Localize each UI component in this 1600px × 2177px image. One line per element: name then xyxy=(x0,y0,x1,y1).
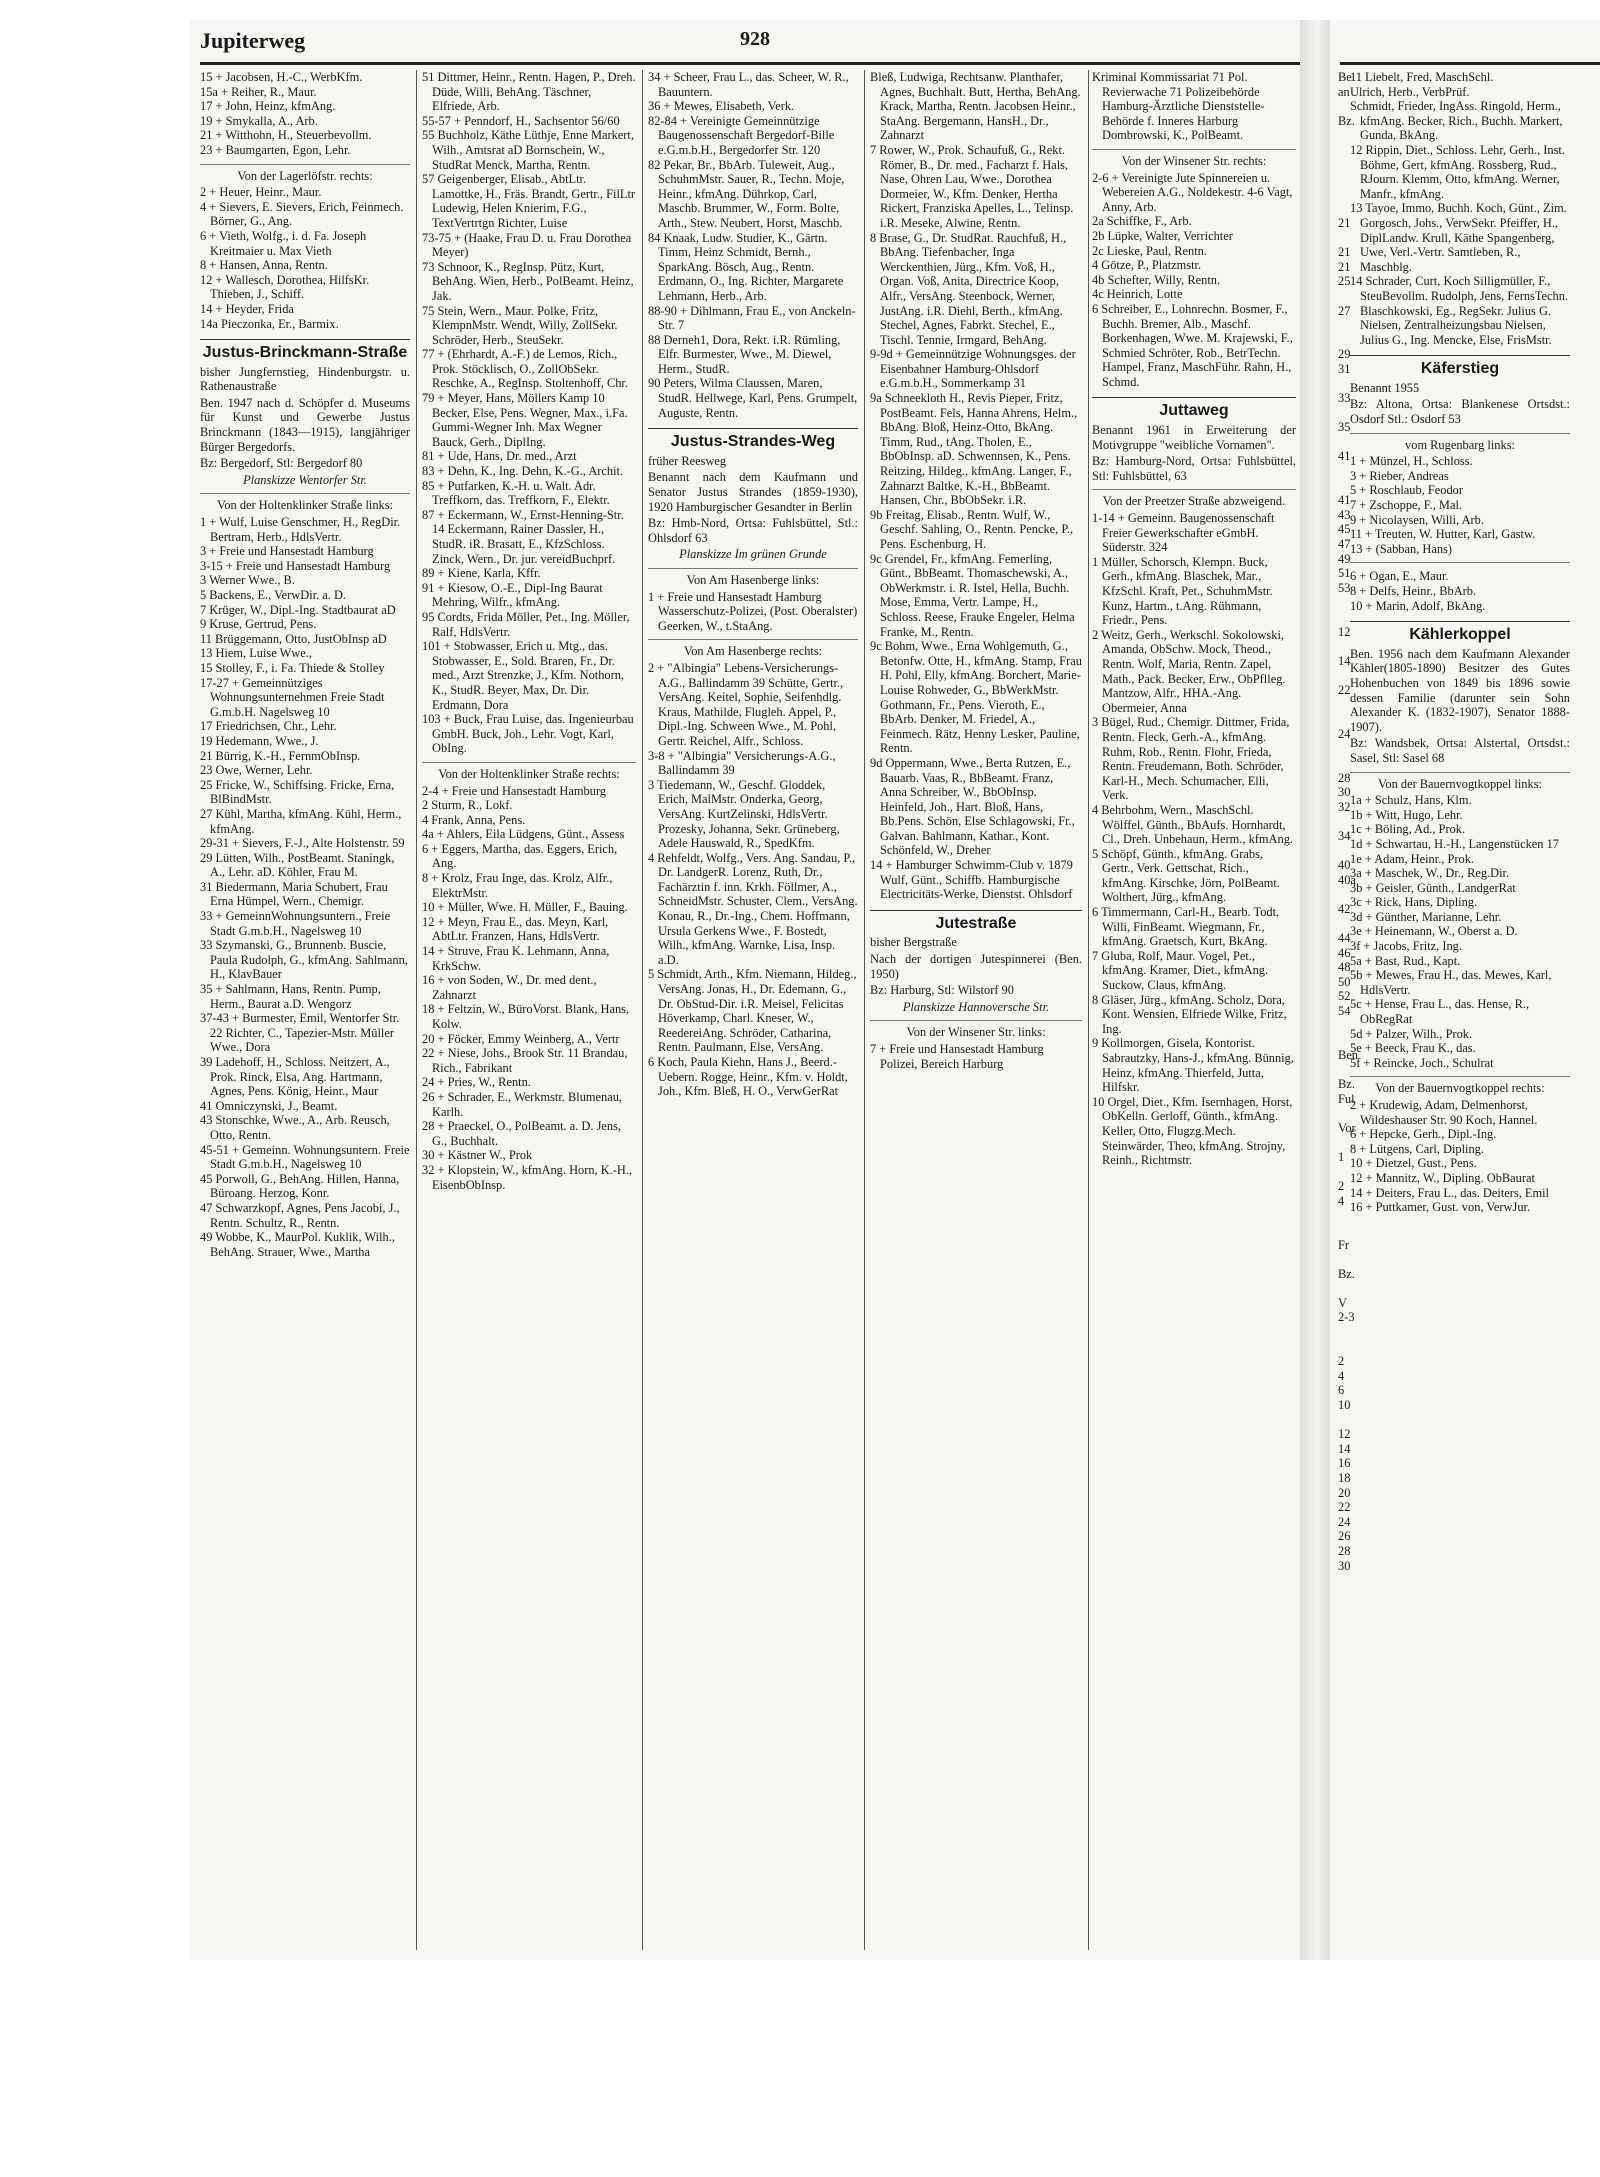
street-heading: Käferstieg xyxy=(1350,355,1570,377)
directory-entry: 7 Krüger, W., Dipl.-Ing. Stadtbaurat aD xyxy=(200,602,396,617)
street-description: Ben. 1956 nach dem Kaufmann Alexander Kähler(1805-1890) Besitzer des Gutes Hohenbuchen von 1849 bis 1896 sowie dessen Familie (darunter sein Sohn Alexander K. (1832-1907), Senator 1888-1907). xyxy=(1350,646,1570,734)
directory-entry: 5 Backens, E., VerwDir. a. D. xyxy=(200,588,347,602)
directory-entry: 5b + Mewes, Frau H., das. Mewes, Karl, HdlsVertr. xyxy=(1350,968,1552,997)
left-margin xyxy=(0,0,190,1960)
facing-edge-line: 21 xyxy=(1338,245,1351,260)
street-heading: Jutestraße xyxy=(870,910,1082,932)
directory-column-2 xyxy=(422,70,636,1950)
directory-entry: 89 + Kiene, Karla, Kffr. xyxy=(422,566,541,581)
directory-entry: 29-31 + Sievers, F.-J., Alte Holstenstr. 59 xyxy=(200,836,405,851)
directory-entry: Kriminal Kommissariat 71 Pol. Revierwache 71 Polizeibehörde Hamburg-Ärztliche Dienststelle-Behörde f. Inneres Harburg Dombrowski, K., PolBeamt. xyxy=(1092,70,1265,143)
directory-entry: 2b Lüpke, Walter, Verrichter xyxy=(1092,228,1233,243)
directory-entry: 7 + Freie und Hansestadt Hamburg Polizei, Bereich Harburg xyxy=(870,1042,1044,1071)
directory-entry: 7 Gluba, Rolf, Maur. Vogel, Pet., kfmAng. Kramer, Diet., kfmAng. Suckow, Claus, kfmAng. xyxy=(1092,948,1269,993)
directory-entry: 14 + Heyder, Frida xyxy=(200,301,294,316)
directory-entry: 33 Szymanski, G., Brunnenb. Buscie, Paula Rudolph, G., kfmAng. Sahlmann, H., KlavBauer xyxy=(200,938,408,982)
directory-entry: 25 Fricke, W., Schiffsing. Fricke, Erna, BlBindMstr. xyxy=(200,777,395,807)
directory-entry: 20 + Föcker, Emmy Weinberg, A., Vertr xyxy=(422,1031,620,1046)
directory-column-6 xyxy=(1350,70,1570,1950)
facing-edge-line: 21 xyxy=(1338,215,1351,230)
facing-edge-line: 45 xyxy=(1338,522,1351,537)
directory-entry: 6 + Eggers, Martha, das. Eggers, Erich, Ang. xyxy=(422,841,618,871)
directory-entry: 10 + Dietzel, Gust., Pens. xyxy=(1350,1156,1477,1171)
directory-entry: 77 + (Ehrhardt, A.-F.) de Lemos, Rich., Prok. Stöcklisch, O., ZollObSekr. Reschke, A., RegInsp. Stoltenhoff, Chr. xyxy=(422,347,628,391)
facing-edge-line: 12 xyxy=(1338,624,1351,639)
directory-entry: 4a + Ahlers, Eila Lüdgens, Günt., Assess xyxy=(422,827,625,842)
directory-entry: 9a Schneekloth H., Revis Pieper, Fritz, PostBeamt. Fels, Hanna Ahrens, Helm., BbAng. Bloß, Heinz-Otto, BkAng. Timm, Rud., tAng. Tholen, E., BbObInsp. aD. Schwennsen, K., Pens. Reitzing, Hildeg., kfmAng. Langer, F., Zahnarzt Baltke, K.-H., BbBeamt. Hansen, Chr., BbObSekr. i.R. xyxy=(870,391,1078,508)
side-heading: Von der Lagerlöfstr. rechts: xyxy=(200,164,410,184)
facing-edge-line: 1 xyxy=(1338,1149,1345,1164)
directory-entry: 9 Kruse, Gertrud, Pens. xyxy=(200,617,317,632)
facing-edge-line: 30 xyxy=(1338,1558,1351,1573)
directory-entry: 12 + Mannitz, W., Dipling. ObBaurat xyxy=(1350,1170,1535,1185)
directory-entry: 4 Frank, Anna, Pens. xyxy=(422,812,526,827)
directory-entry: 84 Knaak, Ludw. Studier, K., Gärtn. Timm, Heinz Schmidt, Bernh., SparkAng. Bösch, Aug., Rentn. Erdmann, O., Ing. Richter, Margarete Lehmann, Herb., Arb. xyxy=(648,230,844,303)
street-description: Benannt 1961 in Erweiterung der Motivgruppe "weibliche Vornamen". xyxy=(1092,423,1296,452)
directory-entry: 5e + Beeck, Frau K., das. xyxy=(1350,1041,1476,1056)
side-heading: Von der Winsener Str. rechts: xyxy=(1092,149,1296,169)
directory-entry: 33 + GemeinnWohnungsuntern., Freie Stadt G.m.b.H., Nagelsweg 10 xyxy=(200,909,391,938)
directory-column-3 xyxy=(648,70,858,1950)
facing-edge-line: 40a xyxy=(1338,872,1356,887)
side-heading xyxy=(1350,562,1570,567)
directory-entry: 45-51 + Gemeinn. Wohnungsuntern. Freie Stadt G.m.b.H., Nagelsweg 10 xyxy=(200,1142,410,1172)
directory-entry: 88-90 + Dihlmann, Frau E., von Anckeln-Str. 7 xyxy=(648,303,856,333)
directory-entry: 8 + Krolz, Frau Inge, das. Krolz, Alfr., ElektrMstr. xyxy=(422,871,613,900)
directory-entry: 2-4 + Freie und Hansestadt Hamburg xyxy=(422,783,606,798)
facing-edge-line: Bz. xyxy=(1338,1076,1355,1091)
column-divider xyxy=(864,70,865,1950)
directory-entry: 10 + Marin, Adolf, BkAng. xyxy=(1350,598,1486,613)
directory-entry: 4 + Sievers, E. Sievers, Erich, Feinmech. Börner, G., Ang. xyxy=(200,199,404,229)
column-divider xyxy=(1088,70,1089,1950)
directory-entry: 2 Weitz, Gerh., Werkschl. Sokolowski, Amanda, ObSchw. Mock, Theod., Rentn. Wolf, Maria, Rentn. Zapel, Math., Pack. Becker, Erw., ObPflleg. Mantzow, Alfr., HHA.-Ang. Obermeier, Anna xyxy=(1092,627,1286,715)
street-heading: Juttaweg xyxy=(1092,397,1296,419)
directory-entry: 12 Rippin, Diet., Schloss. Lehr, Gerh., Inst. Böhme, Gert, kfmAng. Rossberg, Rud., RJourn. Klemm, Otto, kfmAng. Werner, Manfr., kfmAng. xyxy=(1350,142,1565,201)
facing-edge-line: 14 xyxy=(1338,1441,1351,1456)
directory-entry: 23 + Baumgarten, Egon, Lehr. xyxy=(200,142,351,157)
directory-entry: 19 + Smykalla, A., Arb. xyxy=(200,113,318,128)
directory-entry: 11 Liebelt, Fred, MaschSchl. xyxy=(1350,70,1494,84)
directory-entry: 14 + Deiters, Frau L., das. Deiters, Emil xyxy=(1350,1185,1550,1200)
directory-entry: 3-15 + Freie und Hansestadt Hamburg xyxy=(200,558,391,573)
directory-entry: 35 + Sahlmann, Hans, Rentn. Pump, Herm., Baurat a.D. Wengorz xyxy=(200,982,381,1011)
directory-entry: 9-9d + Gemeinnützige Wohnungsges. der Eisenbahner Hamburg-Ohlsdorf e.G.m.b.H., Sommerkamp 31 xyxy=(870,347,1076,391)
directory-entry: 24 + Pries, W., Rentn. xyxy=(422,1075,531,1090)
directory-entry: Bleß, Ludwiga, Rechtsanw. Planthafer, Agnes, Buchhalt. Butt, Hertha, BehAng. Krack, Martha, Rentn. Jacobsen Heinr., StaAng. Bergemann, HansH., Dr., Zahnarzt xyxy=(870,70,1081,143)
directory-entry: 21 Bürrig, K.-H., FernmObInsp. xyxy=(200,748,361,763)
directory-entry: 73 Schnoor, K., RegInsp. Pütz, Kurt, BehAng. Wien, Herb., PolBeamt. Heinz, Jak. xyxy=(422,259,634,303)
directory-entry: 32 + Klopstein, W., kfmAng. Horn, K.-H., EisenbObInsp. xyxy=(422,1162,633,1192)
directory-entry: 55 Buchholz, Käthe Lüthje, Enne Markert, Wilh., Amtsrat aD Bornschein, W., StudRat Menck, Martha, Rentn. xyxy=(422,128,634,172)
directory-entry: 43 Stonschke, Wwe., A., Arb. Reusch, Otto, Rentn. xyxy=(200,1113,390,1142)
facing-edge-line: Be xyxy=(1338,70,1352,84)
directory-entry: 13 Hiem, Luise Wwe., xyxy=(200,646,312,661)
side-heading: Von der Bauernvogtkoppel rechts: xyxy=(1350,1076,1570,1096)
directory-entry: 15 Stolley, F., i. Fa. Thiede & Stolley xyxy=(200,660,385,675)
directory-entry: 28 + Praeckel, O., PolBeamt. a. D. Jens, G., Buchhalt. xyxy=(422,1119,622,1148)
directory-entry: 19 Hedemann, Wwe., J. xyxy=(200,733,319,748)
directory-entry: 73-75 + (Haake, Frau D. u. Frau Dorothea Meyer) xyxy=(422,230,632,260)
directory-entry: 34 + Scheer, Frau L., das. Scheer, W. R., Bauuntern. xyxy=(648,70,849,99)
directory-entry: 4 Behrbohm, Wern., MaschSchl. Wölffel, Günth., BbAufs. Hornhardt, Cl., Dreh. Unbehaun, Herm., kfmAng. xyxy=(1092,802,1293,847)
directory-entry: 3d + Günther, Marianne, Lehr. xyxy=(1350,909,1502,924)
facing-edge-line: 28 xyxy=(1338,1543,1351,1558)
directory-entry: 12 + Meyn, Frau E., das. Meyn, Karl, AbtLtr. Franzen, Hans, HdlsVertr. xyxy=(422,914,609,944)
facing-edge-line: 24 xyxy=(1338,1514,1351,1529)
directory-entry: 18 + Feltzin, W., BüroVorst. Blank, Hans, Kolw. xyxy=(422,1002,630,1031)
directory-entry: 21 + Witthohn, H., Steuerbevollm. xyxy=(200,128,372,143)
directory-entry: 31 Biedermann, Maria Schubert, Frau Erna Hümpel, Wern., Chemigr. xyxy=(200,879,388,909)
facing-edge-line: 4 xyxy=(1338,1368,1345,1383)
directory-entry: 5 Schöpf, Günth., kfmAng. Grabs, Gertr., Verk. Gettschat, Rich., kfmAng. Kirschke, Jörn, PolBeamt. Wolthert, Jürg., kfmAng. xyxy=(1092,846,1280,905)
street-description: Bz: Altona, Ortsa: Blankenese Ortsdst.: Osdorf Stl.: Osdorf 53 xyxy=(1350,397,1570,427)
directory-entry: 1e + Adam, Heinr., Prok. xyxy=(1350,851,1474,866)
directory-entry: 3f + Jacobs, Fritz, Ing. xyxy=(1350,939,1462,954)
facing-edge-line: 53 xyxy=(1338,580,1351,595)
directory-entry: 3-8 + "Albingia" Versicherungs-A.G., Ballindamm 39 xyxy=(648,748,836,778)
street-description: Benannt nach dem Kaufmann und Senator Justus Strandes (1859-1930), 1920 Hamburgischer Gesandter in Berlin xyxy=(648,470,858,514)
directory-entry: 22 + Niese, Johs., Brook Str. 11 Brandau, Rich., Fabrikant xyxy=(422,1046,628,1075)
facing-edge-line: 29 xyxy=(1338,347,1351,362)
directory-entry: 75 Stein, Wern., Maur. Polke, Fritz, KlempnMstr. Wendt, Willy, ZollSekr. Schröder, Herb., SteuSekr. xyxy=(422,303,618,347)
street-description: Ben. 1947 nach d. Schöpfer d. Museums für Kunst und Gewerbe Justus Brinckmann (1843—1915), langjähriger Bürger Bergedorfs. xyxy=(200,395,410,454)
side-heading: Von der Preetzer Straße abzweigend. xyxy=(1092,489,1296,509)
street-heading: Justus-Brinckmann-Straße xyxy=(200,339,410,361)
facing-edge-line: 6 xyxy=(1338,1383,1345,1398)
directory-entry: 91 + Kiesow, O.-E., Dipl-Ing Baurat Mehring, Wilfr., kfmAng. xyxy=(422,580,603,610)
directory-entry: 79 + Meyer, Hans, Möllers Kamp 10 Becker, Else, Pens. Wegner, Max., i.Fa. Gummi-Wegner Inh. Max Wegner Bauck, Gerh., DiplIng. xyxy=(422,391,628,449)
directory-column-4 xyxy=(870,70,1082,1950)
facing-edge-line: 42 xyxy=(1338,901,1351,916)
facing-edge-line: 47 xyxy=(1338,537,1351,551)
directory-entry: 13 Tayoe, Immo, Buchh. Koch, Günt., Zim. Gorgosch, Johs., VerwSekr. Pfeiffer, H., DiplLandw. Krull, Käthe Spangenberg, Uwe, Verl.-Vertr. Samtleben, R., Maschblg. xyxy=(1350,201,1567,274)
street-description: Bz: Harburg, Stl: Wilstorf 90 xyxy=(870,983,1014,998)
facing-edge-line: Bz. xyxy=(1338,113,1355,128)
street-description: bisher Bergstraße xyxy=(870,935,957,950)
book-gutter xyxy=(1300,20,1330,1960)
facing-edge-line: 40 xyxy=(1338,858,1351,873)
directory-entry: 4 Rehfeldt, Wolfg., Vers. Ang. Sandau, P., Dr. LandgerR. Lorenz, Ruth, Dr., Fachärztin f. inn. Krkh. Föllmer, A., SchneidMstr. Schuster, Clem., VersAng. Konau, R., Dr.-Ing., Chem. Hoffmann, Ursula Gerkens Wwe., F. Bostedt, Wilh., kfmAng. Warnke, Lisa, Insp. a.D. xyxy=(648,850,858,967)
directory-entry: 2 Sturm, R., Lokf. xyxy=(422,798,513,813)
directory-entry: 14a Pieczonka, Er., Barmix. xyxy=(200,316,339,331)
directory-entry: 2a Schiffke, F., Arb. xyxy=(1092,214,1192,229)
directory-entry: 88 Derneh1, Dora, Rekt. i.R. Rümling, Elfr. Burmester, Wwe., M. Diewel, Herm., StudR. xyxy=(648,332,841,376)
facing-edge-line: 20 xyxy=(1338,1485,1351,1500)
directory-entry: 6 + Vieth, Wolfg., i. d. Fa. Joseph Kreitmaier u. Max Vieth xyxy=(200,228,367,258)
directory-entry: 81 + Ude, Hans, Dr. med., Arzt xyxy=(422,449,577,464)
facing-edge-line: 10 xyxy=(1338,1398,1351,1413)
facing-edge-line: 50 xyxy=(1338,974,1351,989)
street-description: bisher Jungfernstieg, Hindenburgstr. u. Rathenaustraße xyxy=(200,364,410,394)
facing-edge-line: 2 xyxy=(1338,1354,1345,1369)
directory-entry: 8 Brase, G., Dr. StudRat. Rauchfuß, H., BbAng. Tiefenbacher, Inga Werckenthien, Jürg., Kfm. Voß, H., Organ. Voß, Anita, Directrice Koop, Alfr., VersAng. Steenbock, Werner, JustAng. i.R. Diehl, Berth., kfmAng. Stechel, Agnes, Fabrkt. Stechel, E., Tischl. Tennie, Irmgard, BehAng. xyxy=(870,230,1067,347)
facing-edge-line: 52 xyxy=(1338,989,1351,1004)
side-heading: vom Rugenbarg links: xyxy=(1350,433,1570,453)
directory-entry: 8 Gläser, Jürg., kfmAng. Scholz, Dora, Kont. Wensien, Elfriede Wilke, Fritz, Ing. xyxy=(1092,992,1287,1036)
directory-entry: 8 + Delfs, Heinr., BbArb. xyxy=(1350,584,1477,598)
directory-entry: 57 Geigenberger, Elisab., AbtLtr. Lamottke, H., Fräs. Brandt, Gertr., FilLtr Ludewig, Helen Knierim, F.G., TextVertrtgn Richter, Luise xyxy=(422,172,636,230)
directory-entry: 4b Schefter, Willy, Rentn. xyxy=(1092,272,1221,287)
directory-entry: 87 + Eckermann, W., Ernst-Henning-Str. 14 Eckermann, Rainer Dassler, H., StudR. iR. Brasatt, E., KfzSchloss. Zinck, Wern., Dr. jur. vereidBuchprf. xyxy=(422,507,624,566)
facing-edge-line: 43 xyxy=(1338,507,1351,522)
directory-entry: 45 Porwoll, G., BehAng. Hillen, Hanna, Büroang. Herzog, Konr. xyxy=(200,1171,400,1201)
facing-edge-line: 34 xyxy=(1338,828,1351,843)
side-heading: Von der Bauernvogtkoppel links: xyxy=(1350,772,1570,792)
directory-entry: 3b + Geisler, Günth., LandgerRat xyxy=(1350,880,1516,895)
facing-edge-line: V xyxy=(1338,1295,1347,1310)
running-head-street: Jupiterweg xyxy=(200,28,306,53)
directory-entry: 1a + Schulz, Hans, Klm. xyxy=(1350,793,1472,808)
directory-entry: 5 Schmidt, Arth., Kfm. Niemann, Hildeg., VersAng. Jonas, H., Dr. Edemann, G., Dr. ObStud-Dir. i.R. Meisel, Felicitas Höverkamp, Charl. Kneser, W., ReedereiAng. Schröder, Catharina, Rentn. Paulmann, Else, VersAng. xyxy=(648,967,857,1055)
directory-entry: 4c Heinrich, Lotte xyxy=(1092,287,1183,302)
directory-entry: 41 Omniczynski, J., Beamt. xyxy=(200,1098,338,1113)
facing-edge-line: 4 xyxy=(1338,1193,1345,1208)
plan-reference: Planskizze Hannoversche Str. xyxy=(902,999,1050,1014)
directory-entry: 16 + Puttkamer, Gust. von, VerwJur. xyxy=(1350,1200,1531,1215)
header-rule xyxy=(200,62,1300,65)
column-divider xyxy=(642,70,643,1950)
facing-edge-line: Bz. xyxy=(1338,1266,1355,1281)
directory-entry: 29 Lütten, Wilh., PostBeamt. Staningk, A., Lehr. aD. Köhler, Frau M. xyxy=(200,850,395,880)
directory-entry: 27 Kühl, Martha, kfmAng. Kühl, Herm., kfmAng. xyxy=(200,806,402,836)
directory-entry: 9c Grendel, Fr., kfmAng. Femerling, Günt., BbBeamt. Thomaschewski, A., ObWerkmstr. i. R. Istel, Hella, Buchh. Mose, Emma, Vertr. Lampe, H., Schloss. Reese, Frauke Engeler, Helma Franke, M., Rentn. xyxy=(870,551,1075,639)
directory-entry: 3 Bügel, Rud., Chemigr. Dittmer, Frida, Rentn. Fleck, Gerh.-A., kfmAng. Ruhm, Rob., Rentn. Flohr, Frieda, Rentn. Freudemann, Both. Schröder, Karl-H., Mech. Schumacher, Elli, Verk. xyxy=(1092,715,1290,803)
directory-entry: 3c + Rick, Hans, Dipling. xyxy=(1350,895,1478,910)
facing-edge-line: 12 xyxy=(1338,1427,1351,1442)
directory-entry: 8 + Lütgens, Carl, Dipling. xyxy=(1350,1141,1484,1156)
directory-entry: 39 Ladehoff, H., Schloss. Neitzert, A., Prok. Rinck, Elsa, Ang. Hartmann, Agnes, Pens. König, Heinr., Maur xyxy=(200,1055,390,1099)
directory-entry: 3 Tiedemann, W., Geschf. Gloddek, Erich, MalMstr. Onderka, Georg, VersAng. KurtZelinski, HdlsVertr. Prozesky, Johanna, Sekr. Grüneberg, Adele Hauswald, R., SpedKfm. xyxy=(648,777,840,851)
side-heading: Von der Winsener Str. links: xyxy=(870,1020,1082,1040)
directory-entry: 14 Schrader, Curt, Koch Silligmüller, F., SteuBevollm. Rudolph, Jens, FernsTechn. Blaschkowski, Eg., RegSekr. Julius G. Nielsen, Zentralheizungsbau Nielsen, Julius G., Ing. Mencke, Else, FrisMstr. xyxy=(1350,274,1569,347)
directory-entry: 23 Owe, Werner, Lehr. xyxy=(200,763,313,778)
facing-edge-line: 26 xyxy=(1338,1529,1351,1544)
facing-edge-line: Vor xyxy=(1338,1120,1356,1135)
directory-entry: 5 + Roschlaub, Feodor xyxy=(1350,483,1463,498)
directory-entry: 1b + Witt, Hugo, Lehr. xyxy=(1350,807,1463,822)
directory-entry: 49 Wobbe, K., MaurPol. Kuklik, Wilh., BehAng. Strauer, Wwe., Martha xyxy=(200,1230,395,1259)
directory-entry: 1 + Freie und Hansestadt Hamburg Wasserschutz-Polizei, (Post. Oberalster) Geerken, W., t.StaAng. xyxy=(648,589,858,633)
directory-entry: 9 + Nicolaysen, Willi, Arb. xyxy=(1350,512,1484,527)
directory-entry: 6 Koch, Paula Kiehn, Hans J., Beerd.-Uebern. Rogge, Heinr., Kfm. v. Holdt, Joh., Kfm. Bleß, H. O., VerwGerRat xyxy=(648,1055,848,1099)
facing-edge-line: 24 xyxy=(1338,726,1351,741)
directory-entry: 16 + von Soden, W., Dr. med dent., Zahnarzt xyxy=(422,973,597,1002)
side-heading: Von Am Hasenberge rechts: xyxy=(648,639,858,659)
directory-entry: 2 + Heuer, Heinr., Maur. xyxy=(200,185,322,200)
facing-edge-line: 51 xyxy=(1338,566,1351,581)
directory-entry: 1d + Schwartau, H.-H., Langenstücken 17 xyxy=(1350,836,1559,851)
facing-edge-line: 2-3 xyxy=(1338,1310,1355,1325)
plan-reference: Planskizze Wentorfer Str. xyxy=(243,472,367,487)
directory-entry: 12 + Wallesch, Dorothea, HilfsKr. Thieben, J., Schiff. xyxy=(200,272,370,302)
top-margin xyxy=(0,0,1600,20)
directory-entry: 82-84 + Vereinigte Gemeinnützige Baugenossenschaft Bergedorf-Bille e.G.m.b.H., Bergedorfer Str. 120 xyxy=(648,113,835,157)
directory-entry: 1 Müller, Schorsch, Klempn. Buck, Gerh., kfmAng. Blaschek, Mar., KfzSchl. Kraft, Pet., SchuhmMstr. Kunz, Hartm., t.Ang. Rühmann, Friedr., Pens. xyxy=(1092,554,1273,628)
directory-entry: 26 + Schrader, E., Werkmstr. Blumenau, Karlh. xyxy=(422,1089,623,1119)
directory-entry: 3a + Maschek, W., Dr., Reg.Dir. xyxy=(1350,866,1510,881)
facing-edge-line: Ful xyxy=(1338,1091,1355,1106)
directory-entry: 1c + Böling, Ad., Prok. xyxy=(1350,822,1466,837)
page-number: 928 xyxy=(740,28,770,50)
street-description: Nach der dortigen Jutespinnerei (Ben. 1950) xyxy=(870,952,1082,981)
directory-entry: Schmidt, Frieder, IngAss. Ringold, Herm., kfmAng. Becker, Rich., Buchh. Markert, Gunda, BkAng. xyxy=(1350,99,1563,143)
street-heading: Kählerkoppel xyxy=(1350,621,1570,643)
directory-entry: 9b Freitag, Elisab., Rentn. Wulf, W., Geschf. Sahling, O., Rentn. Pencke, P., Pens. Eschenburg, H. xyxy=(870,507,1074,551)
directory-entry: 14 + Hamburger Schwimm-Club v. 1879 Wulf, Günt., Schiffb. Hamburgische Electricitäts-Werke, Dienstst. Ohlsdorf xyxy=(870,858,1073,902)
directory-entry: 1 + Wulf, Luise Genschmer, H., RegDir. Bertram, Herb., HdlsVertr. xyxy=(200,515,401,544)
directory-entry: 6 Timmermann, Carl-H., Bearb. Todt, Willi, FinBeamt. Wiegmann, Fr., kfmAng. Graetsch, Kurt, BkAng. xyxy=(1092,905,1280,949)
facing-edge-line: 46 xyxy=(1338,945,1351,960)
facing-edge-line: Ben xyxy=(1338,1047,1358,1062)
directory-entry: 1 + Münzel, H., Schloss. xyxy=(1350,454,1473,469)
directory-entry: 11 + Treuten, W. Hutter, Karl, Gastw. xyxy=(1350,527,1536,542)
directory-entry: 95 Cordts, Frida Möller, Pet., Ing. Möller, Ralf, HdlsVertr. xyxy=(422,609,630,639)
directory-entry: 101 + Stobwasser, Erich u. Mtg., das. Stobwasser, E., Sold. Braren, Fr., Dr. med., Arzt Strenzke, J., Kfm. Nothorn, K., StudR. Beyer, Max, Dr. Dir. Erdmann, Dora xyxy=(422,639,625,712)
directory-entry: 47 Schwarzkopf, Agnes, Pens Jacobi, J., Rentn. Schultz, R., Rentn. xyxy=(200,1200,400,1230)
directory-entry: 8 + Hansen, Anna, Rentn. xyxy=(200,258,328,273)
directory-entry: 7 Rower, W., Prok. Schaufuß, G., Rekt. Römer, B., Dr. med., Facharzt f. Hals, Nase, Ohren Lau, Wwe., Dorothea Dormeier, W., Kfm. Denker, Hertha Rickert, Franziska Apelles, L., Telinsp. i.R. Meseke, Alwine, Rentn. xyxy=(870,142,1074,230)
facing-edge-line: 44 xyxy=(1338,931,1351,946)
directory-entry: 5d + Palzer, Wilh., Prok. xyxy=(1350,1026,1473,1041)
street-description: Bz: Wandsbek, Ortsa: Alstertal, Ortsdst.: Sasel, Stl: Sasel 68 xyxy=(1350,736,1570,765)
directory-entry: 2 + "Albingia" Lebens-Versicherungs-A.G., Ballindamm 39 Schütte, Gertr., VersAng. Keitel, Sophie, Seifenhdlg. Kraus, Mathilde, Flugleh. Appel, P., Dipl.-Ing. Schween Wwe., M. Pohl, Gertr. Reichel, Alfr., Schloss. xyxy=(648,660,844,748)
street-description: Bz: Bergedorf, Stl: Bergedorf 80 xyxy=(200,456,363,471)
facing-edge-line: 16 xyxy=(1338,1456,1351,1471)
directory-entry: 5c + Hense, Frau L., das. Hense, R., ObRegRat xyxy=(1350,997,1530,1027)
directory-entry: 2-6 + Vereinigte Jute Spinnereien u. Webereien A.G., Noldekestr. 4-6 Vagt, Anny, Arb. xyxy=(1092,170,1293,214)
facing-edge-line: 28 xyxy=(1338,770,1351,785)
facing-edge-line: 41 xyxy=(1338,449,1351,464)
directory-entry: 6 + Hepcke, Gerh., Dipl.-Ing. xyxy=(1350,1127,1497,1142)
facing-edge-line: Fr xyxy=(1338,1237,1350,1252)
directory-entry: 17 + John, Heinz, kfmAng. xyxy=(200,99,336,114)
facing-edge-line: 25 xyxy=(1338,274,1351,289)
directory-entry: 17-27 + Gemeinnütziges Wohnungsunternehmen Freie Stadt G.m.b.H. Nagelsweg 10 xyxy=(200,675,385,719)
directory-entry: 3 + Rieber, Andreas xyxy=(1350,468,1449,483)
directory-entry: 3 Werner Wwe., B. xyxy=(200,573,295,588)
directory-entry: 14 + Struve, Frau K. Lehmann, Anna, KrkSchw. xyxy=(422,944,610,973)
street-heading: Justus-Strandes-Weg xyxy=(648,428,858,450)
column-divider xyxy=(416,70,417,1950)
directory-entry: 55-57 + Penndorf, H., Sachsentor 56/60 xyxy=(422,113,620,128)
directory-entry: 83 + Dehn, K., Ing. Dehn, K.-G., Archit. xyxy=(422,464,624,479)
directory-entry: 37-43 + Burmester, Emil, Wentorfer Str. 22 Richter, C., Tapezier-Mstr. Müller Wwe., Dora xyxy=(200,1011,400,1055)
facing-edge-line: 2 xyxy=(1338,1179,1345,1194)
facing-edge-line: 32 xyxy=(1338,799,1351,814)
directory-entry: 5f + Reincke, Joch., Schulrat xyxy=(1350,1055,1494,1070)
facing-edge-line: 22 xyxy=(1338,682,1351,697)
directory-entry: 3 + Freie und Hansestadt Hamburg xyxy=(200,544,374,559)
directory-entry: 10 + Müller, Wwe. H. Müller, F., Bauing. xyxy=(422,900,628,915)
plan-reference: Planskizze Im grünen Grunde xyxy=(679,547,827,562)
street-description: früher Reesweg xyxy=(648,453,727,468)
street-description: Bz: Hmb-Nord, Ortsa: Fuhlsbüttel, Stl.: Ohlsdorf 63 xyxy=(648,516,858,545)
directory-entry: Ulrich, Herb., VerbPrüf. xyxy=(1350,84,1470,99)
directory-entry: 51 Dittmer, Heinr., Rentn. Hagen, P., Dreh. Düde, Willi, BehAng. Täschner, Elfriede, Arb. xyxy=(422,70,636,114)
facing-edge-line: 33 xyxy=(1338,391,1351,406)
side-heading: Von Am Hasenberge links: xyxy=(648,568,858,588)
directory-entry: 30 + Kästner W., Prok xyxy=(422,1148,533,1163)
directory-entry: 15 + Jacobsen, H.-C., WerbKfm. xyxy=(200,70,363,84)
facing-edge-line: 54 xyxy=(1338,1004,1351,1018)
directory-entry: 10 Orgel, Diet., Kfm. Isernhagen, Horst, ObKelln. Gerloff, Günth., kfmAng. Keller, Otto, Flugzg.Mech. Steinwärder, Theo, kfmAng. Strojny, Reinh., Richtmstr. xyxy=(1092,1094,1293,1168)
facing-edge-line: 27 xyxy=(1338,303,1351,318)
facing-edge-line: 14 xyxy=(1338,653,1351,668)
directory-entry: 17 Friedrichsen, Chr., Lehr. xyxy=(200,719,337,734)
facing-edge-line: an xyxy=(1338,84,1350,99)
directory-entry: 15a + Reiher, R., Maur. xyxy=(200,84,317,99)
directory-entry: 5a + Bast, Rud., Kapt. xyxy=(1350,953,1461,968)
facing-edge-line: 21 xyxy=(1338,259,1351,274)
facing-edge-line: 35 xyxy=(1338,420,1351,435)
directory-entry: 3e + Heinemann, W., Oberst a. D. xyxy=(1350,924,1518,939)
directory-entry: 9d Oppermann, Wwe., Berta Rutzen, E., Bauarb. Vaas, R., BbBeamt. Franz, Anna Schreiber, W., BbObInsp. Heinfeld, Joh., Hart. Bloß, Hans, Bb.Pens. Schön, Else Schlagowski, Fr., Galvan. Bahlmann, Kathar., Kont. Schönfeld, W., Dreher xyxy=(870,755,1075,858)
directory-column-5 xyxy=(1092,70,1296,1950)
facing-edge-line: 31 xyxy=(1338,361,1351,376)
side-heading: Von der Holtenklinker Straße rechts: xyxy=(422,762,636,782)
directory-entry: 2 + Krudewig, Adam, Delmenhorst, Wildeshauser Str. 90 Koch, Hannel. xyxy=(1350,1098,1538,1127)
directory-entry: 82 Pekar, Br., BbArb. Tuleweit, Aug., SchuhmMstr. Sauer, R., Techn. Moje, Heinr., kfmAng. Dührkop, Carl, Maschb. Brummer, W., Form. Bolte, Arth., Stew. Neubert, Horst, Maschb. xyxy=(648,157,845,230)
directory-entry: 7 + Zschoppe, F., Mal. xyxy=(1350,498,1462,513)
directory-entry: 11 Brüggemann, Otto, JustObInsp aD xyxy=(200,631,387,646)
street-description: Bz: Hamburg-Nord, Ortsa: Fuhlsbüttel, Stl: Fuhlsbüttel, 63 xyxy=(1092,454,1296,483)
directory-column-1 xyxy=(200,70,410,1950)
facing-edge-line: 48 xyxy=(1338,960,1351,975)
facing-edge-line: 49 xyxy=(1338,551,1351,566)
directory-entry: 13 + (Sabban, Hans) xyxy=(1350,541,1452,556)
directory-entry: 9 Kollmorgen, Gisela, Kontorist. Sabrautzky, Hans-J., kfmAng. Bünnig, Heinz, kfmAng. Thierfeld, Jutta, Hilfskr. xyxy=(1092,1036,1294,1095)
facing-edge-line: 41 xyxy=(1338,493,1351,508)
directory-entry: 1-14 + Gemeinn. Baugenossenschaft Freier Gewerkschafter eGmbH. Süderstr. 324 xyxy=(1092,511,1275,555)
directory-entry: 103 + Buck, Frau Luise, das. Ingenieurbau GmbH. Buck, Joh., Lehr. Vogt, Karl, ObIng. xyxy=(422,712,634,756)
directory-entry: 2c Lieske, Paul, Rentn. xyxy=(1092,243,1207,258)
side-heading: Von der Holtenklinker Straße links: xyxy=(200,493,410,513)
directory-entry: 6 + Ogan, E., Maur. xyxy=(1350,569,1449,584)
facing-edge-line: 22 xyxy=(1338,1500,1351,1515)
street-description: Benannt 1955 xyxy=(1350,380,1420,395)
directory-entry: 85 + Putfarken, K.-H. u. Walt. Adr. Treffkorn, das. Treffkorn, F., Elektr. xyxy=(422,478,610,508)
directory-entry: 4 Götze, P., Platzmstr. xyxy=(1092,258,1202,273)
header-rule-facing xyxy=(1340,62,1600,65)
directory-entry: 36 + Mewes, Elisabeth, Verk. xyxy=(648,99,795,114)
bottom-margin xyxy=(0,1960,1600,2177)
directory-entry: 90 Peters, Wilma Claussen, Maren, StudR. Hellwege, Karl, Pens. Grumpelt, Auguste, Rentn. xyxy=(648,376,858,420)
directory-entry: 6 Schreiber, E., Lohnrechn. Bosmer, F., Buchh. Bremer, Alb., Maschf. Borkenhagen, Wwe. M. Krajewski, F., Schmied Schröter, Rob., BetrTechn. Hampel, Franz, MaschFühr. Rahn, H., Schmd. xyxy=(1092,301,1293,389)
directory-entry: 9c Bohm, Wwe., Erna Wohlgemuth, G., Betonfw. Otte, H., kfmAng. Stamp, Frau H. Pohl, Elly, kfmAng. Borchert, Marie-Louise Rohweder, G., BbWerkMstr. Gothmann, Fr., Pens. Vieroth, E., BbArb. Denker, M. Friedel, A., Feinmech. Rätz, Henny Lesker, Pauline, Rentn. xyxy=(870,639,1082,756)
facing-edge-line: 18 xyxy=(1338,1471,1351,1485)
facing-edge-line: 30 xyxy=(1338,785,1351,800)
